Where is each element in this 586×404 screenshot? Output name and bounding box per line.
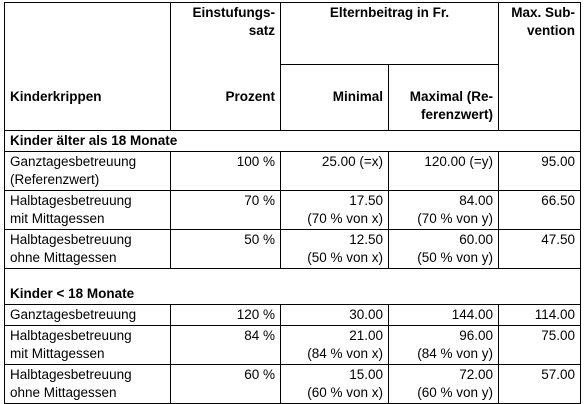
table-row (5, 326, 581, 365)
row-minimal-line1: 21.00 (349, 328, 383, 343)
section-title-row (5, 269, 581, 305)
table-row (5, 230, 581, 269)
row-maximal-line1: 60.00 (459, 232, 493, 247)
row-label-line2: mit Mittagessen (10, 346, 105, 361)
row-maximal-line1: 84.00 (459, 193, 493, 208)
row-minimal-line2: (50 % von x) (307, 250, 383, 265)
header-maximal-line1: Maximal (Re- (409, 89, 493, 104)
row-prozent: 70 % (171, 191, 281, 230)
row-maximal-line1: 96.00 (459, 328, 493, 343)
table-row (5, 191, 581, 230)
header-row-top (5, 3, 581, 65)
row-label-line2: mit Mittagessen (10, 211, 105, 226)
row-maximal (389, 305, 499, 326)
table-row (5, 305, 581, 326)
header-prozent-text: Prozent (225, 89, 275, 104)
row-label-line1: Ganztagesbetreuung (10, 307, 137, 322)
header-prozent (171, 65, 281, 131)
row-maximal (389, 191, 499, 230)
header-kinderkrippen-spacer (10, 106, 165, 124)
row-label-line1: Halbtagesbetreuung (10, 232, 132, 247)
row-prozent: 50 % (171, 230, 281, 269)
header-minimal-text: Minimal (332, 89, 383, 104)
row-prozent: 100 % (171, 152, 281, 191)
row-maximal (389, 230, 499, 269)
row-maximal (389, 365, 499, 404)
subsidy-table (4, 2, 581, 404)
row-maximal-line2: (60 % von y) (417, 385, 493, 400)
row-label-line1: Halbtagesbetreuung (10, 193, 132, 208)
row-subvention: 114.00 (499, 305, 581, 326)
row-minimal-line2: (60 % von x) (307, 385, 383, 400)
row-maximal (389, 326, 499, 365)
row-subvention: 66.50 (499, 191, 581, 230)
header-subvention-empty (499, 65, 581, 131)
header-max-subvention-line2: vention (526, 23, 575, 38)
row-subvention: 75.00 (499, 326, 581, 365)
row-label (5, 230, 171, 269)
section-title-row (5, 131, 581, 152)
row-minimal-line2: (70 % von x) (307, 211, 383, 226)
row-maximal-line1: 144.00 (451, 307, 493, 322)
row-maximal-line2: (50 % von y) (417, 250, 493, 265)
row-subvention: 57.00 (499, 365, 581, 404)
header-row-bottom (5, 65, 581, 131)
row-label (5, 326, 171, 365)
header-einstufungssatz (171, 3, 281, 65)
header-maximal-line2: ferenzwert) (420, 107, 493, 122)
header-minimal (281, 65, 389, 131)
row-subvention: 47.50 (499, 230, 581, 269)
row-maximal-line2: (70 % von y) (417, 211, 493, 226)
row-subvention: 95.00 (499, 152, 581, 191)
header-prozent-spacer (176, 106, 275, 124)
row-label-line2: ohne Mittagessen (10, 385, 117, 400)
table-row (5, 152, 581, 191)
row-minimal-line1: 30.00 (349, 307, 383, 322)
row-prozent: 60 % (171, 365, 281, 404)
row-minimal-line1: 15.00 (349, 367, 383, 382)
section2-title: Kinder < 18 Monate (5, 269, 581, 305)
row-label-line1: Ganztagesbetreuung (10, 154, 137, 169)
header-kinderkrippen (5, 65, 171, 131)
row-label (5, 152, 171, 191)
row-label-line1: Halbtagesbetreuung (10, 367, 132, 382)
row-label (5, 191, 171, 230)
row-minimal (281, 191, 389, 230)
header-elternbeitrag: Elternbeitrag in Fr. (281, 3, 499, 65)
row-minimal (281, 365, 389, 404)
row-minimal (281, 152, 389, 191)
row-maximal-line1: 120.00 (=y) (424, 154, 493, 169)
row-minimal-line1: 17.50 (349, 193, 383, 208)
header-max-subvention-line1: Max. Sub- (511, 5, 575, 20)
header-minimal-spacer (286, 106, 383, 124)
row-label-line1: Halbtagesbetreuung (10, 328, 132, 343)
row-maximal-line1: 72.00 (459, 367, 493, 382)
header-kinderkrippen-text: Kinderkrippen (10, 89, 102, 104)
row-minimal-line2: (84 % von x) (307, 346, 383, 361)
row-label (5, 365, 171, 404)
header-einstufungssatz-line2: satz (248, 23, 275, 38)
header-empty-cell (5, 3, 171, 65)
header-einstufungssatz-line1: Einstufungs- (192, 5, 275, 20)
row-label-line2: ohne Mittagessen (10, 250, 117, 265)
row-maximal (389, 152, 499, 191)
row-label-line2: (Referenzwert) (10, 172, 100, 187)
row-minimal-line1: 25.00 (=x) (321, 154, 383, 169)
section1-title: Kinder älter als 18 Monate (5, 131, 581, 152)
row-label (5, 305, 171, 326)
header-maximal (389, 65, 499, 131)
row-minimal-line1: 12.50 (349, 232, 383, 247)
row-prozent: 84 % (171, 326, 281, 365)
row-prozent: 120 % (171, 305, 281, 326)
row-minimal (281, 326, 389, 365)
table-row (5, 365, 581, 404)
row-minimal (281, 305, 389, 326)
header-max-subvention (499, 3, 581, 65)
row-maximal-line2: (84 % von y) (417, 346, 493, 361)
row-minimal (281, 230, 389, 269)
